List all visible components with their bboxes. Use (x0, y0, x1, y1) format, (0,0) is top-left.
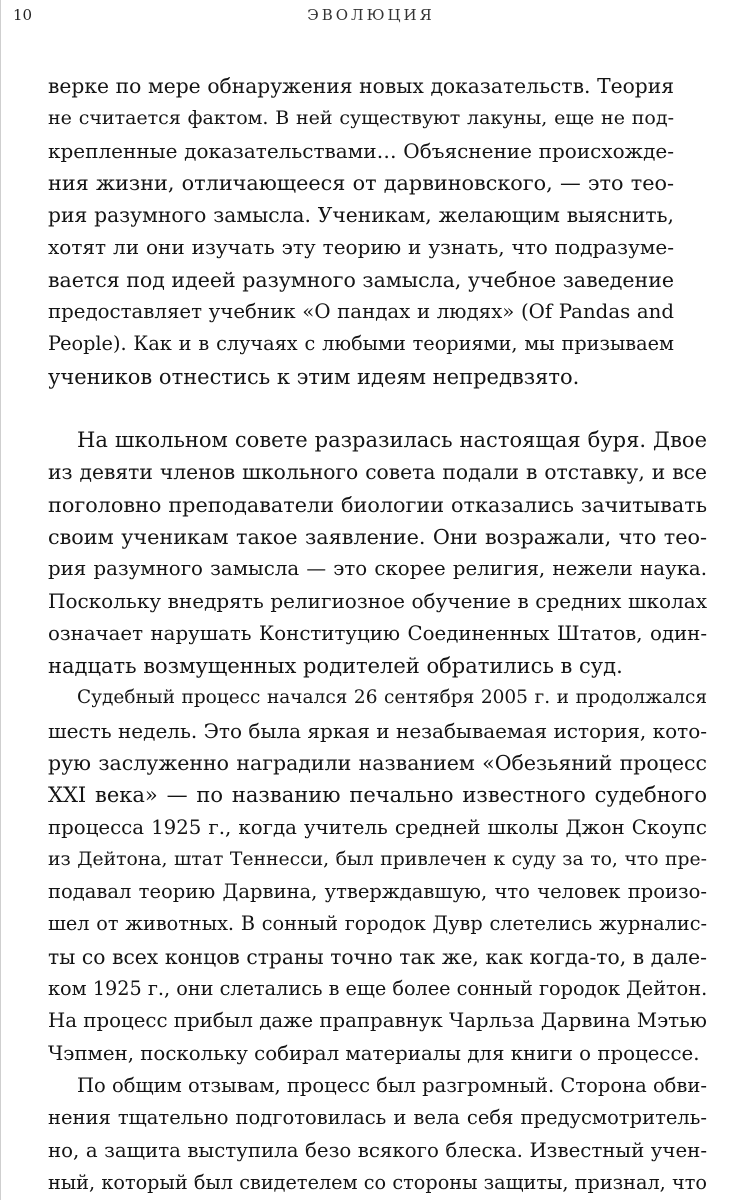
text-line: своим ученикам такое заявление. Они возражали, что тео- (48, 524, 707, 549)
text-line: верке по мере обнаружения новых доказательств. Теория (48, 74, 674, 98)
text-line: На процесс прибыл даже праправнук Чарльза Дарвина Мэтью (48, 1009, 707, 1033)
text-line: но, а защита выступила безо всякого блеска. Известный учен- (48, 1138, 707, 1162)
text-line: поголовно преподаватели биологии отказались зачитывать (48, 492, 707, 517)
text-line: подавал теорию Дарвина, утверждавшую, что человек произо- (48, 880, 707, 904)
text-line: не считается фактом. В ней существуют лакуны, еще не под- (48, 107, 674, 130)
text-line: предоставляет учебник «О пандах и людях» (Of Pandas and (48, 300, 674, 324)
text-line: ния жизни, отличающееся от дарвиновского, — это тео- (48, 170, 674, 195)
text-line: Судебный процесс начался 26 сентября 2005 г. и продолжался (77, 687, 707, 709)
text-line: хотят ли они изучать эту теорию и узнать, что подразуме- (48, 235, 674, 260)
text-line: шел от животных. В сонный городок Дувр слетелись журналис- (48, 912, 707, 936)
text-line: ком 1925 г., они слетались в еще более сонный городок Дейтон. (48, 977, 707, 1001)
text-line: означает нарушать Конституцию Соединенных Штатов, один- (48, 621, 707, 645)
text-line: из Дейтона, штат Теннесси, был привлечен к суду за то, что пре- (48, 848, 707, 870)
block-quote (48, 70, 674, 393)
text-line: People). Как и в случаях с любыми теориями, мы призываем (48, 332, 674, 356)
page-header (1, 6, 740, 28)
text-line: рия разумного замысла — это скорее религия, нежели наука. (48, 557, 707, 581)
running-title: ЭВОЛЮЦИЯ (307, 6, 435, 24)
text-line: из девяти членов школьного совета подали в отставку, и все (48, 460, 707, 485)
text-line: вается под идеей разумного замысла, учебное заведение (48, 267, 674, 292)
text-line: шесть недель. Это была яркая и незабываемая история, кото- (48, 718, 707, 743)
text-line: рия разумного замысла. Ученикам, желающим выяснить, (48, 203, 674, 228)
text-line: учеников отнестись к этим идеям непредвзято. (48, 364, 580, 389)
text-line: рую заслуженно наградили названием «Обезьяний процесс (48, 750, 707, 775)
text-line: XXI века» — по названию печально известного судебного (48, 783, 707, 808)
text-line: ты со всех концов страны точно так же, как когда-то, в дале- (48, 944, 707, 969)
page-number: 10 (13, 6, 33, 24)
text-line: По общим отзывам, процесс был разгромный. Сторона обви- (77, 1073, 707, 1097)
text-line: крепленные доказательствами… Объяснение происхожде- (48, 138, 674, 163)
text-line: Поскольку внедрять религиозное обучение в средних школах (48, 589, 707, 614)
text-line: нения тщательно подготовилась и вела себя предусмотритель- (48, 1106, 707, 1130)
text-line: На школьном совете разразилась настоящая буря. Двое (77, 428, 707, 452)
text-line: Чэпмен, поскольку собирал материалы для книги о процессе. (48, 1041, 700, 1065)
text-line: надцать возмущенных родителей обратились в суд. (48, 654, 623, 679)
body-text (48, 424, 707, 1199)
text-line: процесса 1925 г., когда учитель средней школы Джон Скоупс (48, 815, 707, 839)
text-line: ный, который был свидетелем со стороны защиты, признал, что (48, 1170, 707, 1194)
